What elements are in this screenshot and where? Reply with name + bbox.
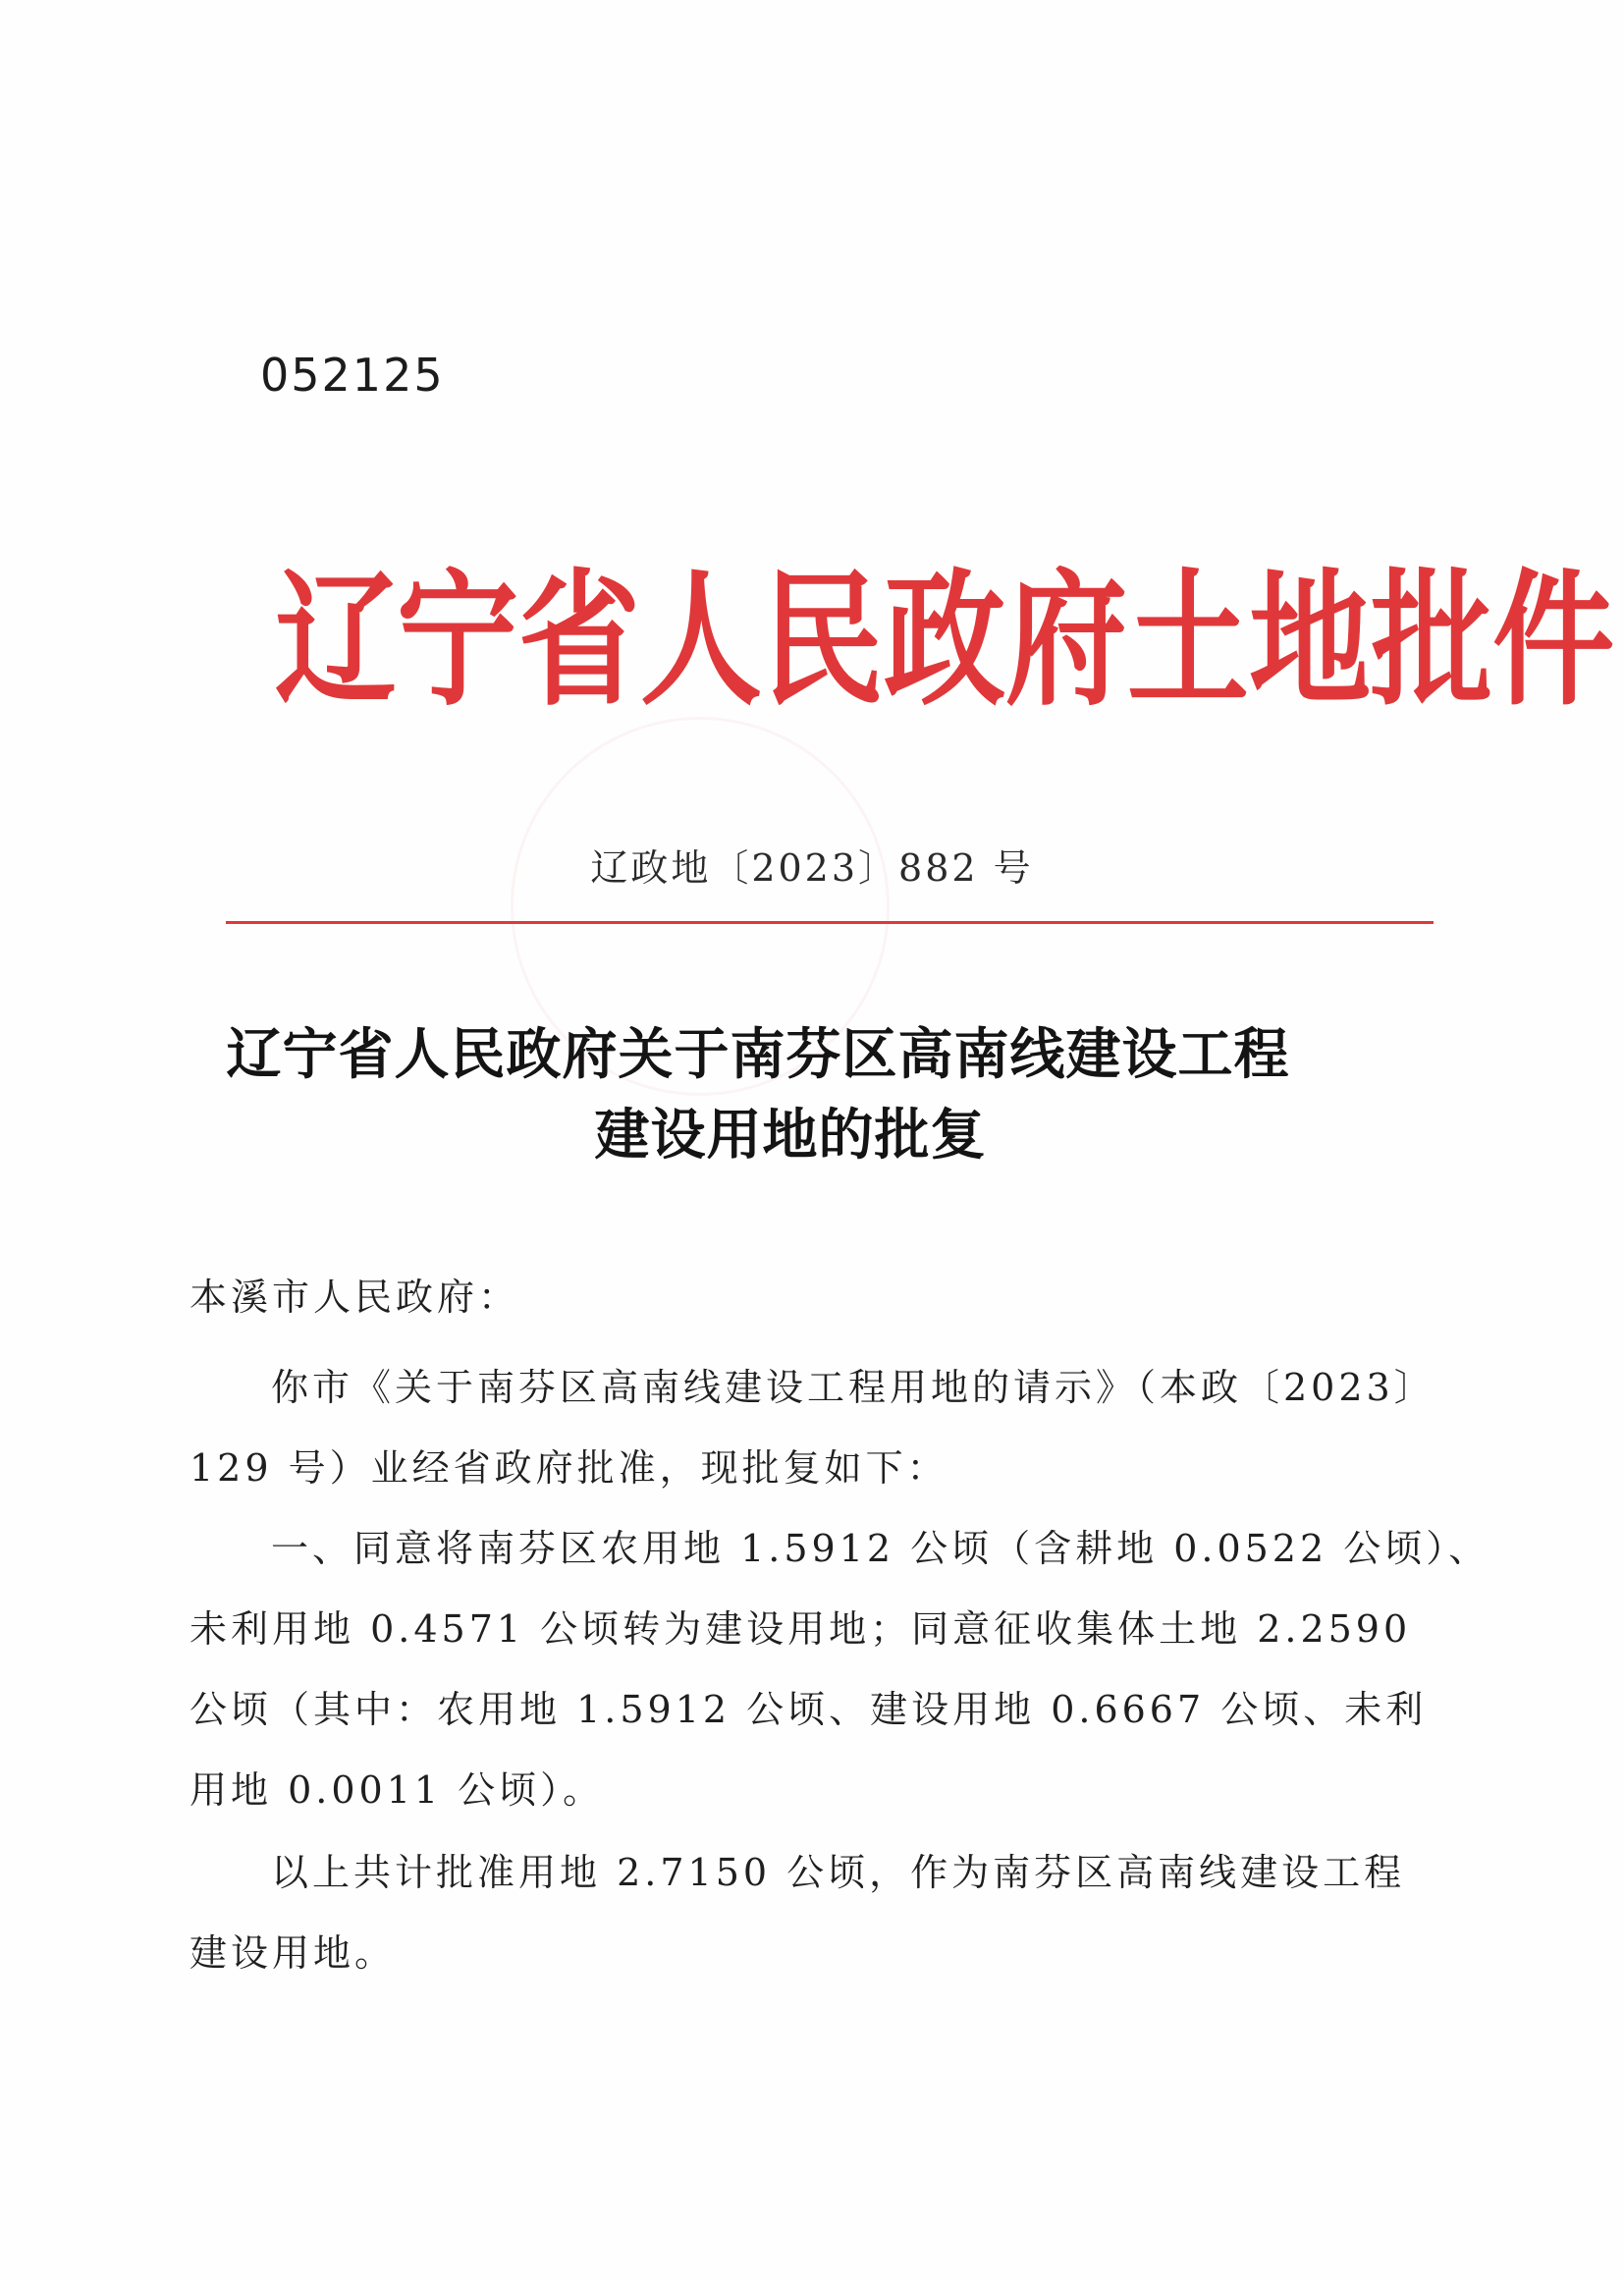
masthead-char: 辽 — [275, 556, 398, 727]
document-title-line-1: 辽宁省人民政府关于南芬区高南线建设工程 — [226, 1022, 1290, 1087]
masthead-char: 人 — [640, 556, 763, 727]
masthead-char: 宁 — [397, 556, 519, 727]
document-title-line-2: 建设用地的批复 — [594, 1103, 987, 1168]
masthead-char: 府 — [1005, 556, 1128, 727]
masthead-char: 省 — [518, 556, 641, 727]
body-line: 建设用地。 — [189, 1931, 397, 1975]
body-line: 公顷（其中：农用地 1.5912 公顷、建设用地 0.6667 公顷、未利 — [189, 1688, 1428, 1731]
masthead-char: 地 — [1249, 556, 1372, 727]
salutation: 本溪市人民政府： — [189, 1276, 520, 1319]
masthead-char: 批 — [1371, 556, 1493, 727]
masthead — [275, 545, 1615, 727]
masthead-char: 政 — [884, 556, 1006, 727]
body-line: 以上共计批准用地 2.7150 公顷，作为南芬区高南线建设工程 — [271, 1851, 1406, 1894]
masthead-char: 土 — [1127, 556, 1250, 727]
body-line: 用地 0.0011 公顷）。 — [189, 1768, 605, 1812]
document-number: 辽政地〔2023〕882 号 — [590, 846, 1034, 890]
red-divider-line — [226, 921, 1434, 924]
body-line: 你市《关于南芬区高南线建设工程用地的请示》（本政〔2023〕 — [271, 1366, 1435, 1409]
body-line: 一、同意将南芬区农用地 1.5912 公顷（含耕地 0.0522 公顷）、 — [271, 1527, 1490, 1570]
body-line: 未利用地 0.4571 公顷转为建设用地；同意征收集体土地 2.2590 — [189, 1607, 1412, 1651]
serial-number: 052125 — [260, 349, 445, 402]
masthead-char: 民 — [762, 556, 885, 727]
body-line: 129 号）业经省政府批准，现批复如下： — [189, 1446, 948, 1490]
masthead-char: 件 — [1492, 556, 1615, 727]
